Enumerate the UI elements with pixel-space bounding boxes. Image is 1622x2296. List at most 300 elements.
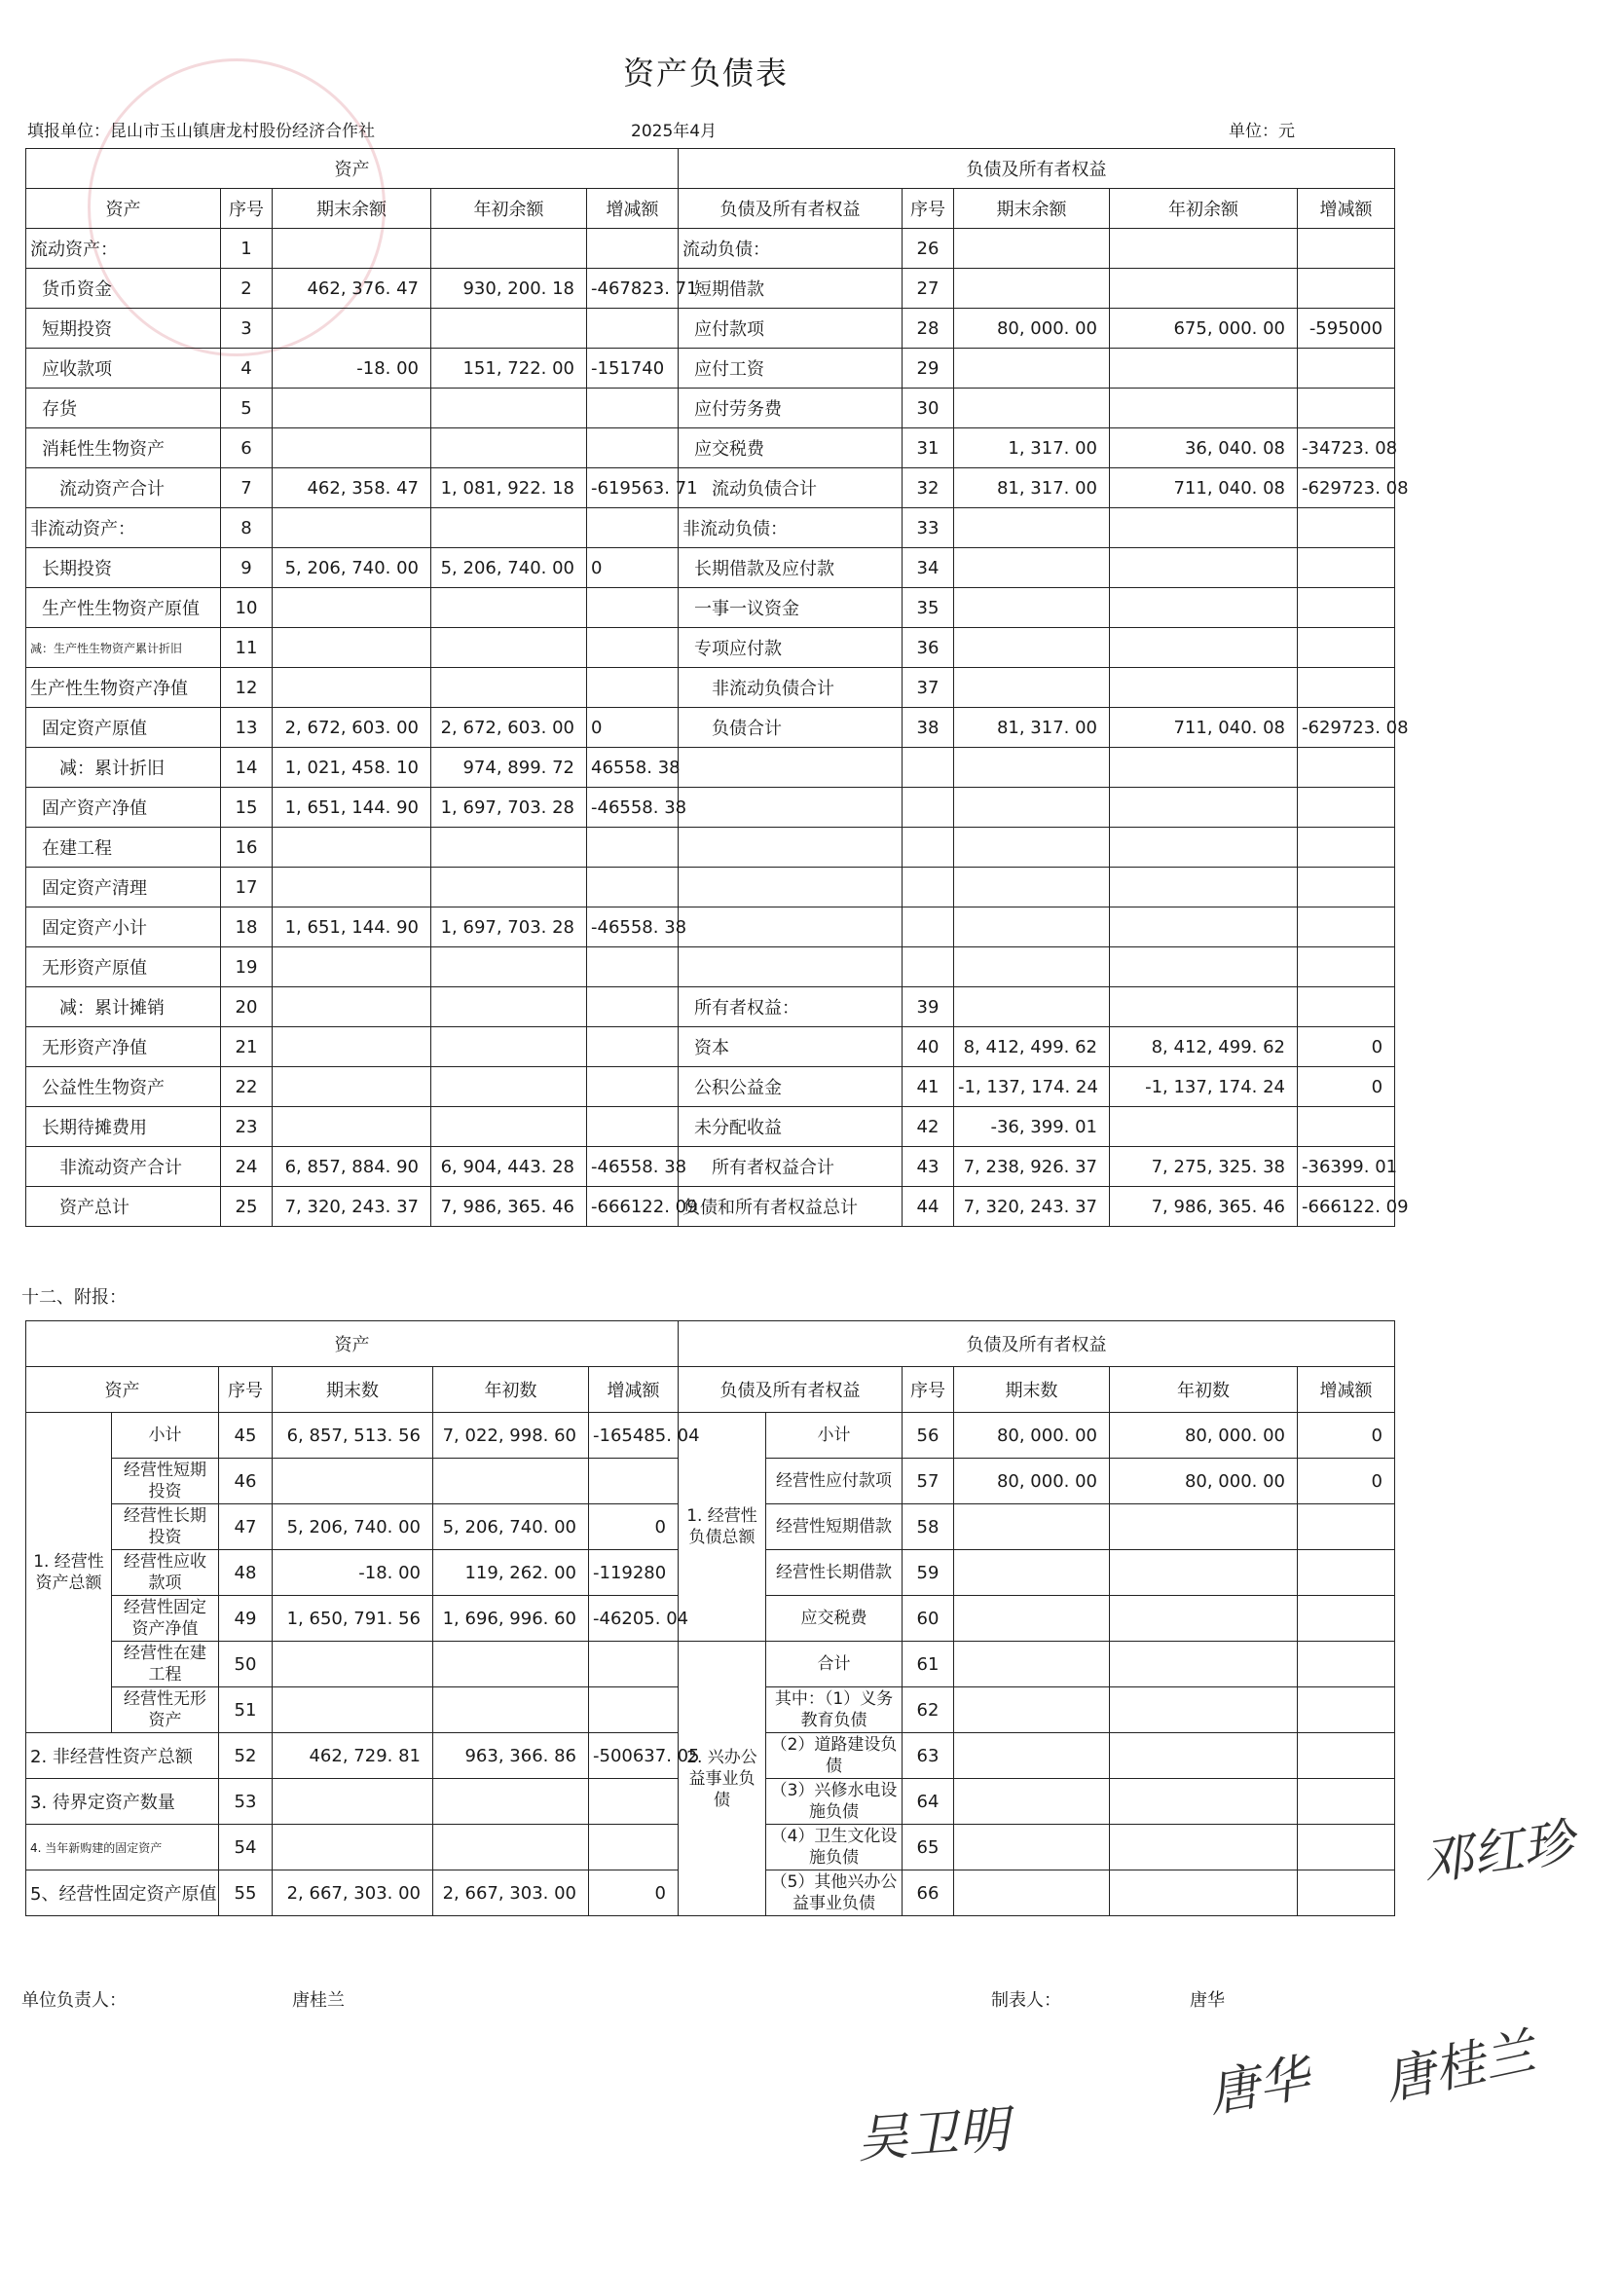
- liability-name: 经营性长期借款: [766, 1550, 903, 1596]
- asset-name: 长期投资: [26, 548, 221, 588]
- asset-name: 非流动资产合计: [26, 1147, 221, 1187]
- row-number: 61: [903, 1642, 954, 1687]
- row-number: 26: [903, 229, 954, 269]
- row-number: 31: [903, 428, 954, 468]
- opening-balance: [1110, 1687, 1298, 1733]
- row-number: 16: [221, 828, 273, 868]
- opening-balance: 151, 722. 00: [431, 349, 587, 389]
- asset-name: 减：累计摊销: [26, 987, 221, 1027]
- row-number: 55: [219, 1870, 273, 1916]
- ending-balance: 7, 238, 926. 37: [954, 1147, 1110, 1187]
- row-number: 3: [221, 309, 273, 349]
- ending-balance: [273, 1067, 431, 1107]
- opening-balance: [1110, 947, 1298, 987]
- asset-name: 无形资产净值: [26, 1027, 221, 1067]
- change-amount: [1298, 947, 1395, 987]
- row-number: 24: [221, 1147, 273, 1187]
- ending-balance: [273, 828, 431, 868]
- row-number: 34: [903, 548, 954, 588]
- ending-balance: 462, 358. 47: [273, 468, 431, 508]
- ending-balance: [954, 1596, 1110, 1642]
- col-header: 资产: [26, 189, 221, 229]
- liabilities-group-header: 负债及所有者权益: [679, 149, 1395, 189]
- asset-name: 2. 非经营性资产总额: [26, 1733, 219, 1779]
- asset-name: 非流动资产：: [26, 508, 221, 548]
- col-header: 增减额: [1298, 1367, 1395, 1413]
- row-number: [903, 788, 954, 828]
- change-amount: 46558. 38: [587, 748, 679, 788]
- opening-balance: 5, 206, 740. 00: [431, 548, 587, 588]
- leader-name: 唐桂兰: [292, 1990, 345, 2011]
- liability-name: 应交税费: [766, 1596, 903, 1642]
- table-row: [26, 468, 1395, 508]
- col-header: 期末数: [273, 1367, 433, 1413]
- ending-balance: 2, 667, 303. 00: [273, 1870, 433, 1916]
- ending-balance: 462, 376. 47: [273, 269, 431, 309]
- table-row: [26, 1147, 1395, 1187]
- opening-balance: 675, 000. 00: [1110, 309, 1298, 349]
- asset-name: 固产资产净值: [26, 788, 221, 828]
- ending-balance: [273, 1027, 431, 1067]
- opening-balance: [1110, 229, 1298, 269]
- row-number: 23: [221, 1107, 273, 1147]
- asset-name: 减：累计折旧: [26, 748, 221, 788]
- col-header: 期末数: [954, 1367, 1110, 1413]
- opening-balance: [433, 1825, 589, 1870]
- asset-name: 长期待摊费用: [26, 1107, 221, 1147]
- liability-name: 公积公益金: [679, 1067, 903, 1107]
- row-number: 11: [221, 628, 273, 668]
- asset-name: 资产总计: [26, 1187, 221, 1227]
- asset-name: 短期投资: [26, 309, 221, 349]
- ending-balance: [954, 588, 1110, 628]
- liability-name: （2）道路建设负债: [766, 1733, 903, 1779]
- change-amount: [587, 309, 679, 349]
- ending-balance: [954, 788, 1110, 828]
- ending-balance: [273, 628, 431, 668]
- opening-balance: [1110, 349, 1298, 389]
- asset-name: 固定资产清理: [26, 868, 221, 907]
- row-number: 27: [903, 269, 954, 309]
- opening-balance: [431, 508, 587, 548]
- ending-balance: [273, 428, 431, 468]
- change-amount: [1298, 748, 1395, 788]
- opening-balance: [1110, 1596, 1298, 1642]
- row-number: 30: [903, 389, 954, 428]
- asset-name: 生产性生物资产原值: [26, 588, 221, 628]
- ending-balance: [273, 508, 431, 548]
- row-number: 42: [903, 1107, 954, 1147]
- row-number: 6: [221, 428, 273, 468]
- ending-balance: 1, 317. 00: [954, 428, 1110, 468]
- ending-balance: 81, 317. 00: [954, 708, 1110, 748]
- row-number: 44: [903, 1187, 954, 1227]
- row-number: 9: [221, 548, 273, 588]
- opening-balance: 1, 081, 922. 18: [431, 468, 587, 508]
- opening-balance: 7, 022, 998. 60: [433, 1413, 589, 1459]
- reporting-unit: 填报单位：昆山市玉山镇唐龙村股份经济合作社: [27, 122, 375, 141]
- ending-balance: [273, 1779, 433, 1825]
- asset-name: 固定资产小计: [26, 907, 221, 947]
- change-amount: [1298, 1870, 1395, 1916]
- change-amount: [1298, 1107, 1395, 1147]
- opening-balance: [1110, 788, 1298, 828]
- row-number: 40: [903, 1027, 954, 1067]
- ending-balance: [273, 1459, 433, 1504]
- ending-balance: [954, 828, 1110, 868]
- row-number: 64: [903, 1779, 954, 1825]
- opening-balance: [1110, 1642, 1298, 1687]
- table-row: [26, 868, 1395, 907]
- liability-group-label: 2. 兴办公益事业负债: [679, 1642, 766, 1916]
- asset-name: 经营性固定资产净值: [112, 1596, 219, 1642]
- row-number: [903, 868, 954, 907]
- opening-balance: [431, 668, 587, 708]
- liability-name: 所有者权益合计: [679, 1147, 903, 1187]
- page-title: 资产负债表: [622, 55, 789, 92]
- opening-balance: [431, 1027, 587, 1067]
- ending-balance: 1, 651, 144. 90: [273, 907, 431, 947]
- row-number: 7: [221, 468, 273, 508]
- opening-balance: 711, 040. 08: [1110, 468, 1298, 508]
- row-number: 62: [903, 1687, 954, 1733]
- opening-balance: 2, 667, 303. 00: [433, 1870, 589, 1916]
- opening-balance: [1110, 1504, 1298, 1550]
- change-amount: -46205. 04: [589, 1596, 679, 1642]
- row-number: 15: [221, 788, 273, 828]
- ending-balance: [273, 1687, 433, 1733]
- change-amount: [1298, 1825, 1395, 1870]
- row-number: 36: [903, 628, 954, 668]
- row-number: 59: [903, 1550, 954, 1596]
- ending-balance: [954, 1825, 1110, 1870]
- row-number: 39: [903, 987, 954, 1027]
- row-number: 20: [221, 987, 273, 1027]
- liability-name: 所有者权益：: [679, 987, 903, 1027]
- change-amount: 0: [589, 1870, 679, 1916]
- ending-balance: -1, 137, 174. 24: [954, 1067, 1110, 1107]
- opening-balance: 80, 000. 00: [1110, 1459, 1298, 1504]
- row-number: 19: [221, 947, 273, 987]
- opening-balance: [431, 1107, 587, 1147]
- change-amount: [587, 947, 679, 987]
- change-amount: [1298, 907, 1395, 947]
- liability-name: 小计: [766, 1413, 903, 1459]
- ending-balance: [954, 508, 1110, 548]
- ending-balance: [273, 588, 431, 628]
- liability-name: 一事一议资金: [679, 588, 903, 628]
- table-row: [26, 828, 1395, 868]
- row-number: 38: [903, 708, 954, 748]
- change-amount: [1298, 1733, 1395, 1779]
- table-row: [26, 508, 1395, 548]
- change-amount: [1298, 508, 1395, 548]
- supp-assets-group-header: 资产: [26, 1321, 679, 1367]
- asset-name: 固定资产原值: [26, 708, 221, 748]
- row-number: 48: [219, 1550, 273, 1596]
- liability-name: 流动负债合计: [679, 468, 903, 508]
- col-header: 年初数: [1110, 1367, 1298, 1413]
- handwritten-signature: 邓红珍: [1419, 1813, 1578, 1893]
- change-amount: -595000: [1298, 309, 1395, 349]
- opening-balance: [431, 628, 587, 668]
- change-amount: [587, 987, 679, 1027]
- asset-name: 存货: [26, 389, 221, 428]
- opening-balance: [431, 588, 587, 628]
- opening-balance: [433, 1642, 589, 1687]
- table-row: [26, 269, 1395, 309]
- change-amount: -629723. 08: [1298, 708, 1395, 748]
- asset-name: 流动资产合计: [26, 468, 221, 508]
- change-amount: 0: [587, 548, 679, 588]
- row-number: 53: [219, 1779, 273, 1825]
- change-amount: [1298, 788, 1395, 828]
- ending-balance: [273, 868, 431, 907]
- opening-balance: [431, 868, 587, 907]
- change-amount: [589, 1642, 679, 1687]
- row-number: [903, 828, 954, 868]
- ending-balance: [954, 389, 1110, 428]
- table-row: [26, 947, 1395, 987]
- change-amount: [587, 508, 679, 548]
- ending-balance: [273, 1825, 433, 1870]
- asset-name: 经营性长期投资: [112, 1504, 219, 1550]
- opening-balance: [1110, 987, 1298, 1027]
- change-amount: [1298, 828, 1395, 868]
- opening-balance: 7, 275, 325. 38: [1110, 1147, 1298, 1187]
- row-number: 46: [219, 1459, 273, 1504]
- ending-balance: 6, 857, 513. 56: [273, 1413, 433, 1459]
- opening-balance: 1, 697, 703. 28: [431, 907, 587, 947]
- table-row: [26, 628, 1395, 668]
- opening-balance: [431, 1067, 587, 1107]
- handwritten-signature: 唐桂兰: [1379, 2022, 1540, 2112]
- ending-balance: [954, 269, 1110, 309]
- ending-balance: 5, 206, 740. 00: [273, 548, 431, 588]
- liability-name: 负债和所有者权益总计: [679, 1187, 903, 1227]
- table-row: [26, 548, 1395, 588]
- ending-balance: 462, 729. 81: [273, 1733, 433, 1779]
- liability-group-label: 1. 经营性负债总额: [679, 1413, 766, 1642]
- opening-balance: [1110, 588, 1298, 628]
- ending-balance: 1, 650, 791. 56: [273, 1596, 433, 1642]
- change-amount: 0: [587, 708, 679, 748]
- asset-name: 经营性在建工程: [112, 1642, 219, 1687]
- liability-name: 非流动负债合计: [679, 668, 903, 708]
- liability-name: [679, 748, 903, 788]
- table-row: [26, 748, 1395, 788]
- row-number: 45: [219, 1413, 273, 1459]
- change-amount: 0: [1298, 1413, 1395, 1459]
- row-number: 13: [221, 708, 273, 748]
- row-number: 14: [221, 748, 273, 788]
- ending-balance: 7, 320, 243. 37: [273, 1187, 431, 1227]
- ending-balance: [954, 548, 1110, 588]
- opening-balance: [433, 1779, 589, 1825]
- balance-sheet-table: [25, 148, 1409, 1227]
- ending-balance: [954, 668, 1110, 708]
- col-header: 序号: [903, 1367, 954, 1413]
- change-amount: -500637. 05: [589, 1733, 679, 1779]
- supp-liabilities-group-header: 负债及所有者权益: [679, 1321, 1395, 1367]
- change-amount: [1298, 389, 1395, 428]
- ending-balance: [273, 389, 431, 428]
- opening-balance: [1110, 548, 1298, 588]
- col-header: 序号: [221, 189, 273, 229]
- table-row: [26, 349, 1395, 389]
- change-amount: [1298, 269, 1395, 309]
- change-amount: [589, 1687, 679, 1733]
- row-number: 8: [221, 508, 273, 548]
- row-number: 47: [219, 1504, 273, 1550]
- asset-name: 经营性应收款项: [112, 1550, 219, 1596]
- change-amount: [589, 1459, 679, 1504]
- asset-name: 消耗性生物资产: [26, 428, 221, 468]
- opening-balance: [1110, 748, 1298, 788]
- change-amount: [1298, 588, 1395, 628]
- asset-name: 货币资金: [26, 269, 221, 309]
- opening-balance: [1110, 868, 1298, 907]
- ending-balance: 6, 857, 884. 90: [273, 1147, 431, 1187]
- asset-name: 在建工程: [26, 828, 221, 868]
- asset-group-label: 1. 经营性资产总额: [26, 1413, 112, 1733]
- opening-balance: [1110, 508, 1298, 548]
- change-amount: -46558. 38: [587, 907, 679, 947]
- row-number: 4: [221, 349, 273, 389]
- change-amount: -46558. 38: [587, 1147, 679, 1187]
- ending-balance: [954, 1779, 1110, 1825]
- liability-name: 其中：（1）义务教育负债: [766, 1687, 903, 1733]
- asset-name: 应收款项: [26, 349, 221, 389]
- liability-name: 未分配收益: [679, 1107, 903, 1147]
- liability-name: （5）其他兴办公益事业负债: [766, 1870, 903, 1916]
- change-amount: -165485. 04: [589, 1413, 679, 1459]
- col-header: 资产: [26, 1367, 219, 1413]
- opening-balance: [433, 1459, 589, 1504]
- ending-balance: 80, 000. 00: [954, 1413, 1110, 1459]
- change-amount: [1298, 548, 1395, 588]
- ending-balance: 1, 651, 144. 90: [273, 788, 431, 828]
- row-number: 43: [903, 1147, 954, 1187]
- supplement-heading: 十二、附报：: [21, 1287, 127, 1308]
- table-row: [26, 229, 1395, 269]
- liability-name: （3）兴修水电设施负债: [766, 1779, 903, 1825]
- opening-balance: 974, 899. 72: [431, 748, 587, 788]
- ending-balance: [954, 1550, 1110, 1596]
- ending-balance: [954, 628, 1110, 668]
- col-header: 期末余额: [954, 189, 1110, 229]
- ending-balance: [954, 349, 1110, 389]
- asset-name: 5、经营性固定资产原值: [26, 1870, 219, 1916]
- row-number: 58: [903, 1504, 954, 1550]
- preparer-name: 唐华: [1190, 1990, 1225, 2011]
- row-number: 49: [219, 1596, 273, 1642]
- liability-name: 短期借款: [679, 269, 903, 309]
- table-row: [26, 588, 1395, 628]
- opening-balance: [1110, 668, 1298, 708]
- row-number: 52: [219, 1733, 273, 1779]
- ending-balance: 2, 672, 603. 00: [273, 708, 431, 748]
- ending-balance: [273, 947, 431, 987]
- table-row: [26, 668, 1395, 708]
- ending-balance: [954, 1870, 1110, 1916]
- row-number: 28: [903, 309, 954, 349]
- opening-balance: 7, 986, 365. 46: [1110, 1187, 1298, 1227]
- change-amount: [589, 1825, 679, 1870]
- change-amount: [1298, 229, 1395, 269]
- ending-balance: [954, 868, 1110, 907]
- row-number: 5: [221, 389, 273, 428]
- handwritten-signature: 吴卫明: [855, 2100, 1012, 2170]
- liability-name: [679, 868, 903, 907]
- opening-balance: [1110, 389, 1298, 428]
- liability-name: 应付劳务费: [679, 389, 903, 428]
- opening-balance: [1110, 907, 1298, 947]
- row-number: 65: [903, 1825, 954, 1870]
- change-amount: [587, 588, 679, 628]
- row-number: 41: [903, 1067, 954, 1107]
- opening-balance: [1110, 1550, 1298, 1596]
- ending-balance: 80, 000. 00: [954, 1459, 1110, 1504]
- currency-unit: 单位：元: [1229, 122, 1295, 141]
- opening-balance: -1, 137, 174. 24: [1110, 1067, 1298, 1107]
- change-amount: [1298, 668, 1395, 708]
- table-row: [26, 389, 1395, 428]
- change-amount: [587, 1107, 679, 1147]
- opening-balance: 1, 697, 703. 28: [431, 788, 587, 828]
- ending-balance: -36, 399. 01: [954, 1107, 1110, 1147]
- change-amount: [1298, 1504, 1395, 1550]
- table-row: [26, 708, 1395, 748]
- change-amount: -629723. 08: [1298, 468, 1395, 508]
- table-row: [26, 1067, 1395, 1107]
- ending-balance: [273, 668, 431, 708]
- table-row: [26, 428, 1395, 468]
- table-row: [26, 987, 1395, 1027]
- opening-balance: [1110, 1825, 1298, 1870]
- ending-balance: 8, 412, 499. 62: [954, 1027, 1110, 1067]
- report-period: 2025年4月: [631, 122, 718, 141]
- asset-name: 减：生产性生物资产累计折旧: [26, 628, 221, 668]
- opening-balance: 711, 040. 08: [1110, 708, 1298, 748]
- row-number: 56: [903, 1413, 954, 1459]
- liability-name: 负债合计: [679, 708, 903, 748]
- table-row: [26, 309, 1395, 349]
- leader-label: 单位负责人：: [21, 1990, 127, 2011]
- row-number: 18: [221, 907, 273, 947]
- row-number: 29: [903, 349, 954, 389]
- handwritten-signature: 唐华: [1203, 2049, 1314, 2125]
- asset-name: 3. 待界定资产数量: [26, 1779, 219, 1825]
- opening-balance: [431, 389, 587, 428]
- change-amount: -619563. 71: [587, 468, 679, 508]
- change-amount: [1298, 987, 1395, 1027]
- change-amount: [1298, 1779, 1395, 1825]
- change-amount: [1298, 868, 1395, 907]
- row-number: 37: [903, 668, 954, 708]
- col-header: 增减额: [589, 1367, 679, 1413]
- ending-balance: 7, 320, 243. 37: [954, 1187, 1110, 1227]
- ending-balance: 81, 317. 00: [954, 468, 1110, 508]
- opening-balance: 119, 262. 00: [433, 1550, 589, 1596]
- table-row: [26, 1642, 1395, 1687]
- col-header: 负债及所有者权益: [679, 189, 903, 229]
- liability-name: （4）卫生文化设施负债: [766, 1825, 903, 1870]
- opening-balance: [1110, 1870, 1298, 1916]
- opening-balance: 36, 040. 08: [1110, 428, 1298, 468]
- ending-balance: [273, 1642, 433, 1687]
- row-number: 2: [221, 269, 273, 309]
